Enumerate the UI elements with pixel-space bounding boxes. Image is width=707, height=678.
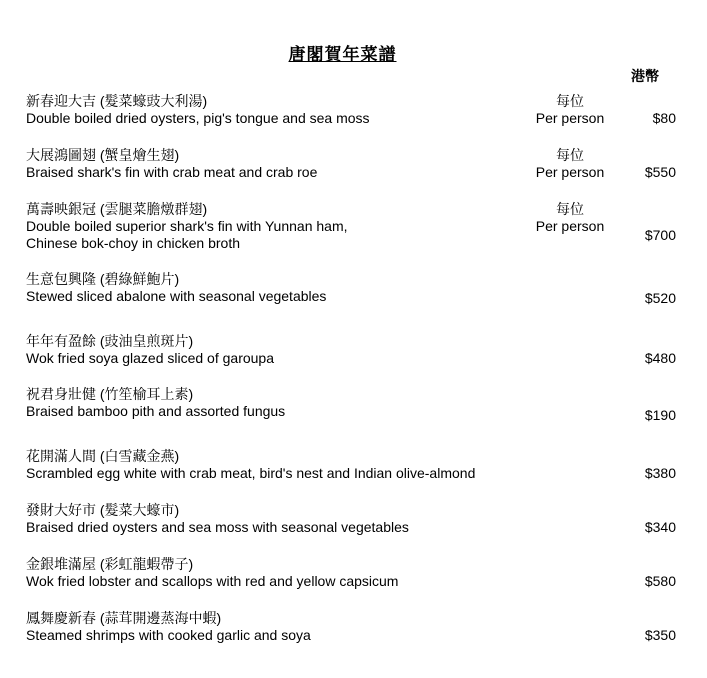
menu-item xyxy=(26,333,676,367)
dish-name-english: Steamed shrimps with cooked garlic and soya xyxy=(26,627,311,643)
serving-unit-english: Per person xyxy=(535,110,605,126)
dish-price: $380 xyxy=(644,465,676,481)
menu-item xyxy=(26,201,676,252)
menu-item xyxy=(26,610,676,644)
menu-item xyxy=(26,271,676,305)
dish-name-english: Double boiled superior shark's fin with Yunnan ham, Chinese bok-choy in chicken broth xyxy=(26,218,348,251)
serving-unit-chinese: 每位 xyxy=(556,201,584,217)
dish-name-chinese: 金銀堆滿屋 (彩虹龍蝦帶子) xyxy=(26,556,194,572)
menu-item xyxy=(26,448,676,482)
serving-unit-chinese: 每位 xyxy=(556,147,584,163)
dish-name-chinese: 萬壽映銀冠 (雲腿菜膽燉群翅) xyxy=(26,201,208,217)
dish-price: $580 xyxy=(644,573,676,589)
dish-name-english: Braised bamboo pith and assorted fungus xyxy=(26,403,286,419)
serving-unit-chinese: 每位 xyxy=(556,93,584,109)
menu-item xyxy=(26,93,676,127)
serving-unit xyxy=(520,147,620,181)
dish-price: $520 xyxy=(644,290,676,306)
dish-name-chinese: 大展鴻圖翅 (蟹皇燴生翅) xyxy=(26,147,180,163)
dish-name-chinese: 發財大好市 (髮菜大蠔市) xyxy=(26,502,180,518)
dish-name-chinese: 生意包興隆 (碧綠鮮鮑片) xyxy=(26,271,180,287)
menu-item xyxy=(26,386,676,423)
dish-name-chinese: 鳳舞慶新春 (蒜茸開邊蒸海中蝦) xyxy=(26,610,222,626)
serving-unit xyxy=(520,93,620,127)
dish-price: $700 xyxy=(644,227,676,243)
menu-item xyxy=(26,147,676,181)
dish-name-english: Wok fried soya glazed sliced of garoupa xyxy=(26,350,274,366)
dish-price: $550 xyxy=(644,164,676,180)
dish-price: $340 xyxy=(644,519,676,535)
dish-name-english: Wok fried lobster and scallops with red and yellow capsicum xyxy=(26,573,399,589)
serving-unit-english: Per person xyxy=(535,164,605,180)
serving-unit-english: Per person xyxy=(535,218,605,234)
dish-price: $480 xyxy=(644,350,676,366)
dish-price: $350 xyxy=(644,627,676,643)
dish-name-english: Braised dried oysters and sea moss with seasonal vegetables xyxy=(26,519,409,535)
dish-name-english: Double boiled dried oysters, pig's tongue and sea moss xyxy=(26,110,370,126)
dish-name-english: Scrambled egg white with crab meat, bird's nest and Indian olive-almond xyxy=(26,465,476,481)
dish-name-english: Braised shark's fin with crab meat and crab roe xyxy=(26,164,318,180)
dish-name-chinese: 花開滿人間 (白雪藏金燕) xyxy=(26,448,180,464)
dish-name-chinese: 祝君身壯健 (竹笙榆耳上素) xyxy=(26,386,194,402)
serving-unit xyxy=(520,201,620,235)
dish-name-chinese: 年年有盈餘 (豉油皇煎斑片) xyxy=(26,333,194,349)
dish-price: $80 xyxy=(652,110,676,126)
menu-title: 唐閣賀年菜譜 xyxy=(288,45,397,64)
dish-name-chinese: 新春迎大吉 (髮菜蠔豉大利湯) xyxy=(26,93,208,109)
menu-item xyxy=(26,556,676,590)
dish-name-english: Stewed sliced abalone with seasonal vegetables xyxy=(26,288,327,304)
currency-header: 港幣 xyxy=(631,68,659,84)
dish-price: $190 xyxy=(644,407,676,423)
menu-item xyxy=(26,502,676,536)
